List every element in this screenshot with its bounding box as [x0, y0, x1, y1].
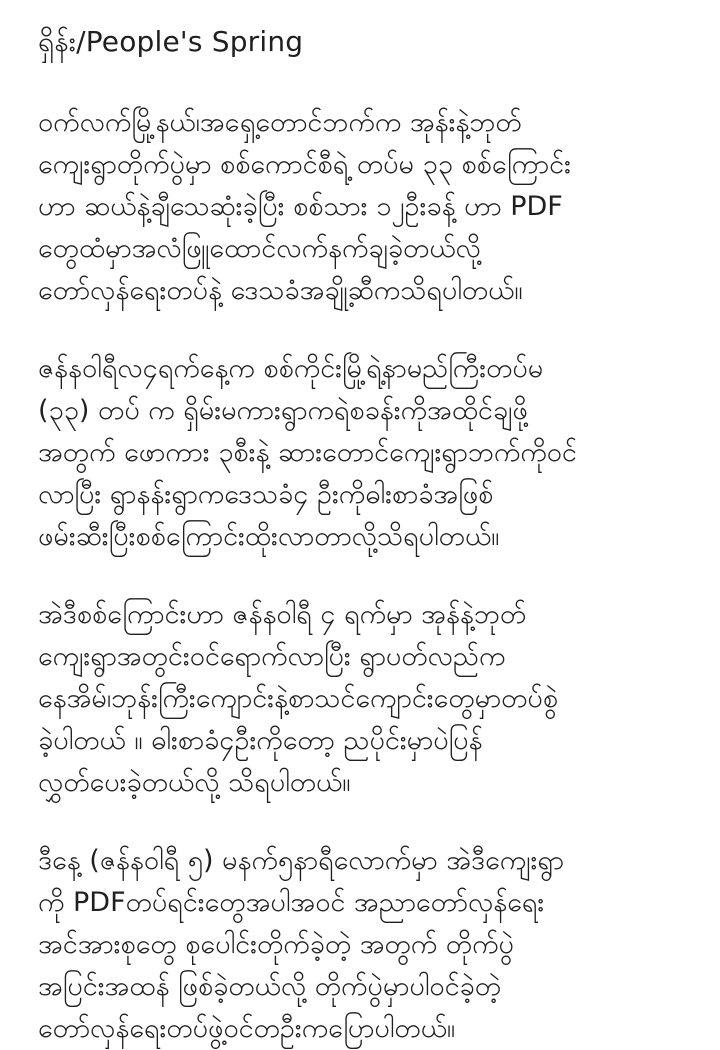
- paragraph-line: ခဲ့ပါတယ် ။ ဓါးစာခံ၄ဦးကိုတော့ ညပိုင်းမှာပဲပြန်: [38, 725, 483, 756]
- paragraph-line: ကို PDFတပ်ရင်းတွေအပါအဝင် အညာတော်လှန်ရေး: [38, 887, 545, 918]
- paragraph-line: ဒီနေ့ (ဇန်နဝါရီ ၅) မနက်၅နာရီလောက်မှာ အဲဒီကျေးရွာ: [38, 845, 564, 876]
- paragraph-line: တော်လှန်ရေးတပ်နဲ့ ဒေသခံအချို့ဆီကသိရပါတယ်။: [38, 275, 523, 306]
- paragraph-line: ဟာ ဆယ်နဲ့ချီသေဆုံးခဲ့ပြီး စစ်သား ၁၂ဦးခန့် ဟာ PDF: [38, 191, 563, 222]
- paragraph-line: ကျေးရွာအတွင်းဝင်ရောက်လာပြီး ရွာပတ်လည်က: [38, 641, 506, 672]
- paragraph-line: ကျေးရွာတိုက်ပွဲမှာ စစ်ကောင်စီရဲ့ တပ်မ ၃၃ စစ်ကြောင်း: [38, 149, 571, 180]
- paragraph-2: [38, 348, 692, 558]
- paragraph-line: အပြင်းအထန် ဖြစ်ခဲ့တယ်လို့ တိုက်ပွဲမှာပါဝင်ခဲ့တဲ့: [38, 971, 502, 1002]
- paragraph-line: လွှတ်ပေးခဲ့တယ်လို့ သိရပါတယ်။: [38, 767, 351, 798]
- paragraph-line: နေအိမ်၊ဘုန်းကြီးကျောင်းနဲ့စာသင်ကျောင်းတွေမှာတပ်စွဲ: [38, 683, 559, 714]
- post-author-title: ရှိန်း/People's Spring: [38, 25, 304, 58]
- paragraph-line: ဇန်နဝါရီလ၄ရက်နေ့က စစ်ကိုင်းမြို့ရဲ့နာမည်ကြီးတပ်မ: [38, 353, 544, 384]
- paragraph-line: ဝက်လက်မြို့နယ်၊အရှေ့တောင်ဘက်က အုန်းနဲ့ဘုတ်: [38, 107, 522, 138]
- paragraph-line: တော်လှန်ရေးတပ်ဖွဲ့ဝင်တဦးကပြောပါတယ်။: [38, 1013, 456, 1044]
- paragraph-line: (၃၃) တပ် က ရှိမ်းမကားရွာကရဲစခန်းကိုအထိုင်ချဖို့: [38, 395, 528, 426]
- paragraph-line: တွေထံမှာအလံဖြူထောင်လက်နက်ချခဲ့တယ်လို့: [38, 233, 481, 264]
- paragraph-4: [38, 840, 692, 1050]
- paragraph-line: ဖမ်းဆီးပြီးစစ်ကြောင်းထိုးလာတာလို့သိရပါတယ်။: [38, 521, 500, 552]
- paragraph-line: အဲဒီစစ်ကြောင်းဟာ ဇန်နဝါရီ ၄ ရက်မှာ အုန်နဲ့ဘုတ်: [38, 599, 527, 630]
- paragraph-line: အင်အားစုတွေ စုပေါင်းတိုက်ခဲ့တဲ့ အတွက် တိုက်ပွဲ: [38, 929, 514, 960]
- paragraph-line: အတွက် ဖောကား ၃စီးနဲ့ ဆားတောင်ကျေးရွာဘက်ကိုဝင်: [38, 437, 577, 468]
- paragraph-line: လာပြီး ရွာနန်းရွာကဒေသခံ၄ ဦးကိုဓါးစာခံအဖြစ်: [38, 479, 494, 510]
- paragraph-3: [38, 594, 692, 804]
- paragraph-1: [38, 102, 692, 312]
